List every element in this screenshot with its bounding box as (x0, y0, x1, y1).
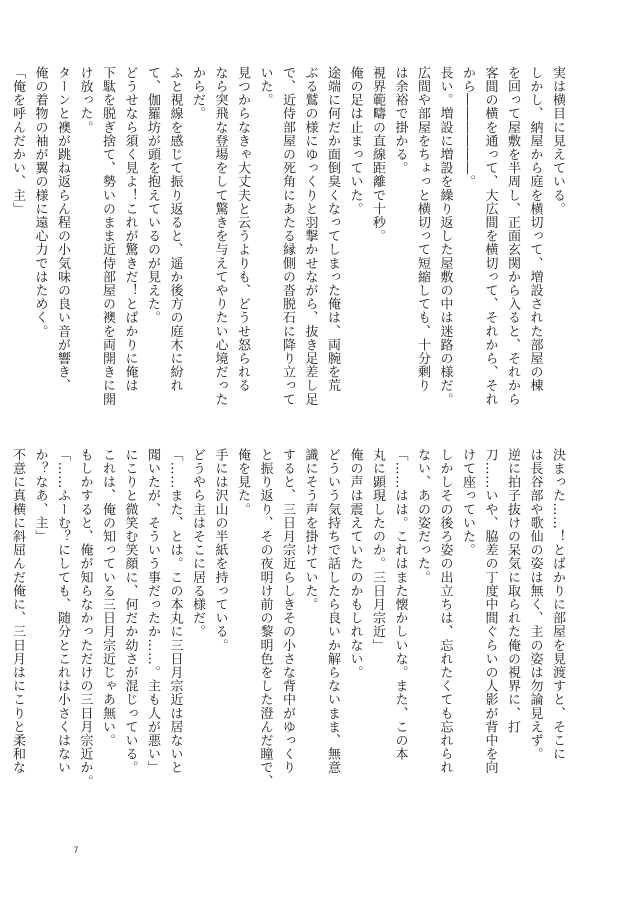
text-line: は余裕で掛かる。 (392, 66, 408, 175)
text-line: を回って屋敷を半周し、正面玄関から入ると、それから (505, 66, 520, 406)
text-line: しかし、納屋から庭を横切って、増設された部屋の棟 (527, 66, 543, 393)
text-line: 丸に顕現したのか。三日月宗近」 (370, 448, 385, 652)
text-line: 広間や部屋をちょっと横切って短縮しても、十分剰り (415, 66, 430, 393)
page-number: 7 (73, 846, 79, 856)
text-line: にこりと微笑む笑顔に、何だか幼さが混じっている。 (122, 448, 138, 775)
text-line: ぶる鷲の様にゆっくりと羽撃かせながら、抜き足差し足 (302, 66, 318, 406)
text-line: 俺の足は止まっていた。 (347, 66, 363, 216)
text-line: 俺を見た。 (235, 448, 250, 516)
text-block-top (10, 66, 568, 426)
text-line: 決まった……！とばかりに部屋を見渡すと、そこに (550, 448, 565, 761)
text-line: て、伽羅坊が頭を抱えているのが見えた。 (145, 66, 160, 325)
text-line: 聞いたが、そういう事だったか……。主も人が悪い」 (145, 448, 160, 775)
text-line: 見つからなきゃ大丈夫と云うよりも、どうせ怒られる (235, 66, 250, 393)
text-line: けて座っていた。 (460, 448, 475, 557)
text-line: 「……はは。これはまた懐かしいな。また、この本 (392, 448, 408, 761)
text-line: 「……ふーむ？にしても、随分とこれは小さくはない (55, 448, 70, 775)
text-line: しかしその後ろ姿の出立ちは、忘れたくても忘れられ (437, 448, 453, 775)
text-line: すると、三日月宗近らしきその小さな背中がゆっくり (280, 448, 295, 775)
text-line: 俺の声は震えていたのかもしれない。 (347, 448, 363, 680)
text-line: どうせなら須く見よ！これが驚きだ！とばかりに俺は (122, 66, 138, 393)
text-line: け放った。 (77, 66, 93, 134)
text-line: 実は横目に見えている。 (550, 66, 565, 216)
text-line: これは、俺の知っている三日月宗近じゃあ無い。 (100, 448, 115, 748)
text-line: ふと視線を感じて振り返ると、遥か後方の庭木に紛れ (167, 66, 183, 393)
text-line: と振り返り、その夜明け前の黎明色をした澄んだ瞳で、 (257, 448, 273, 788)
text-line: 俺の着物の袖が翼の様に遠心力ではためく。 (32, 66, 48, 338)
text-line: からだ。 (190, 66, 205, 121)
text-line: は長谷部や歌仙の姿は無く、主の姿は勿論見えず。 (527, 448, 543, 761)
text-line: もしかすると、俺が知らなかっただけの三日月宗近か。 (77, 448, 93, 788)
text-line: から――――――。 (460, 66, 475, 189)
text-line: 下駄を脱ぎ捨て、勢いのまま近侍部屋の襖を両開きに開 (100, 66, 115, 406)
text-line: 「……また、とは。この本丸に三日月宗近は居ないと (167, 448, 183, 775)
text-line: 途端に何だか面倒臭くなってしまった俺は、両腕を荒 (325, 66, 340, 393)
text-line: なら突飛な登場をして驚きを与えてやりたい心境だった (212, 66, 228, 406)
text-line: 識にそう声を掛けていた。 (302, 448, 318, 612)
text-line: 視界範疇の直線距離で十秒。 (370, 66, 385, 243)
text-line: どうやら主はそこに居る様だ。 (190, 448, 205, 639)
text-line: ない、あの姿だった。 (415, 448, 430, 584)
text-block-bottom (10, 448, 568, 808)
text-line: 「俺を呼んだかい、主」 (10, 66, 25, 216)
text-line: ターンと襖が跳ね返らん程の小気味の良い音が響き、 (55, 66, 70, 393)
text-line: 不意に真横に斜屈んだ俺に、三日月はにこりと柔和な (10, 448, 25, 775)
text-line: 刀……いや、脇差の丁度中間ぐらいの人影が背中を向 (482, 448, 498, 775)
text-line: どういう気持ちで話したら良いか解らないまま、無意 (325, 448, 340, 775)
text-line: 手には沢山の半紙を持っている。 (212, 448, 228, 652)
text-line: いた。 (257, 66, 273, 107)
text-line: で、近侍部屋の死角にあたる縁側の沓脱石に降り立って (280, 66, 295, 406)
text-line: か？なあ、主」 (32, 448, 48, 544)
text-line: 逆に拍子抜けの呆気に取られた俺の視界に、打 (505, 448, 520, 734)
text-line: 長い。増設に増設を繰り返した屋敷の中は迷路の様だ。 (437, 66, 453, 406)
text-line: 客間の横を通って、大広間を横切って、それから、それ (482, 66, 498, 406)
